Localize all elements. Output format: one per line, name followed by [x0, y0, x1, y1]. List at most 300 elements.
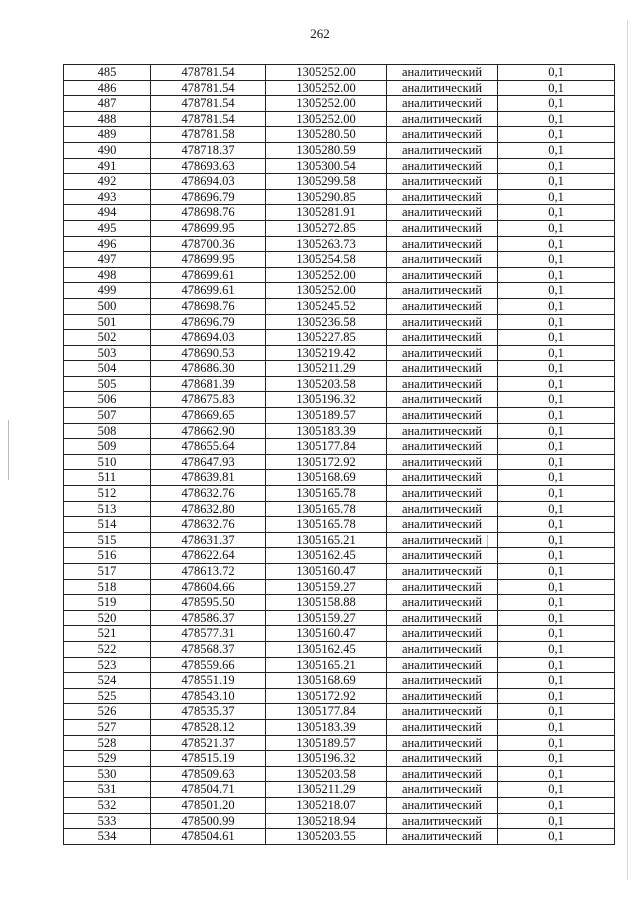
y-coordinate-cell: 1305280.59: [266, 142, 387, 158]
x-coordinate-cell: 478543.10: [151, 688, 266, 704]
y-coordinate-cell: 1305159.27: [266, 579, 387, 595]
method-cell: аналитический: [387, 486, 498, 502]
y-coordinate-cell: 1305162.45: [266, 548, 387, 564]
point-number-cell: 514: [64, 517, 151, 533]
y-coordinate-cell: 1305300.54: [266, 158, 387, 174]
y-coordinate-cell: 1305165.78: [266, 517, 387, 533]
method-cell: аналитический: [387, 392, 498, 408]
point-number-cell: 509: [64, 439, 151, 455]
accuracy-cell: 0,1: [498, 423, 615, 439]
method-cell: аналитический: [387, 641, 498, 657]
method-cell: аналитический: [387, 236, 498, 252]
method-cell: аналитический: [387, 673, 498, 689]
table-row: [64, 298, 615, 314]
method-cell: аналитический: [387, 517, 498, 533]
y-coordinate-cell: 1305165.78: [266, 501, 387, 517]
accuracy-cell: 0,1: [498, 579, 615, 595]
method-cell: аналитический: [387, 688, 498, 704]
point-number-cell: 498: [64, 267, 151, 283]
method-cell: аналитический: [387, 408, 498, 424]
method-cell: аналитический: [387, 189, 498, 205]
point-number-cell: 530: [64, 766, 151, 782]
method-cell: аналитический: [387, 797, 498, 813]
point-number-cell: 488: [64, 111, 151, 127]
accuracy-cell: 0,1: [498, 564, 615, 580]
point-number-cell: 491: [64, 158, 151, 174]
accuracy-cell: 0,1: [498, 345, 615, 361]
method-cell: аналитический: [387, 298, 498, 314]
accuracy-cell: 0,1: [498, 548, 615, 564]
x-coordinate-cell: 478694.03: [151, 174, 266, 190]
accuracy-cell: 0,1: [498, 813, 615, 829]
y-coordinate-cell: 1305196.32: [266, 751, 387, 767]
page-number: 262: [310, 26, 330, 41]
x-coordinate-cell: 478504.71: [151, 782, 266, 798]
accuracy-cell: 0,1: [498, 314, 615, 330]
point-number-cell: 495: [64, 220, 151, 236]
table-row: [64, 330, 615, 346]
accuracy-cell: 0,1: [498, 267, 615, 283]
point-number-cell: 506: [64, 392, 151, 408]
table-row: [64, 423, 615, 439]
accuracy-cell: 0,1: [498, 797, 615, 813]
table-row: [64, 486, 615, 502]
method-cell: аналитический: [387, 829, 498, 845]
method-cell: аналитический: [387, 782, 498, 798]
x-coordinate-cell: 478632.76: [151, 517, 266, 533]
scan-artifact-line: [8, 420, 9, 480]
point-number-cell: 532: [64, 797, 151, 813]
method-cell: аналитический: [387, 127, 498, 143]
method-cell: аналитический: [387, 610, 498, 626]
x-coordinate-cell: 478699.95: [151, 252, 266, 268]
method-cell: аналитический: [387, 220, 498, 236]
point-number-cell: 504: [64, 361, 151, 377]
accuracy-cell: 0,1: [498, 610, 615, 626]
point-number-cell: 521: [64, 626, 151, 642]
y-coordinate-cell: 1305160.47: [266, 626, 387, 642]
y-coordinate-cell: 1305245.52: [266, 298, 387, 314]
x-coordinate-cell: 478509.63: [151, 766, 266, 782]
x-coordinate-cell: 478501.20: [151, 797, 266, 813]
x-coordinate-cell: 478675.83: [151, 392, 266, 408]
point-number-cell: 496: [64, 236, 151, 252]
accuracy-cell: 0,1: [498, 111, 615, 127]
x-coordinate-cell: 478504.61: [151, 829, 266, 845]
method-cell: аналитический: [387, 158, 498, 174]
method-cell: аналитический: [387, 80, 498, 96]
y-coordinate-cell: 1305165.21: [266, 657, 387, 673]
y-coordinate-cell: 1305168.69: [266, 673, 387, 689]
x-coordinate-cell: 478577.31: [151, 626, 266, 642]
point-number-cell: 533: [64, 813, 151, 829]
method-cell: аналитический: [387, 579, 498, 595]
point-number-cell: 522: [64, 641, 151, 657]
method-cell: аналитический: [387, 719, 498, 735]
accuracy-cell: 0,1: [498, 517, 615, 533]
accuracy-cell: 0,1: [498, 641, 615, 657]
table-row: [64, 392, 615, 408]
x-coordinate-cell: 478699.95: [151, 220, 266, 236]
accuracy-cell: 0,1: [498, 80, 615, 96]
point-number-cell: 489: [64, 127, 151, 143]
accuracy-cell: 0,1: [498, 142, 615, 158]
accuracy-cell: 0,1: [498, 782, 615, 798]
point-number-cell: 518: [64, 579, 151, 595]
table-row: [64, 252, 615, 268]
y-coordinate-cell: 1305158.88: [266, 595, 387, 611]
y-coordinate-cell: 1305211.29: [266, 782, 387, 798]
table-row: [64, 704, 615, 720]
x-coordinate-cell: 478595.50: [151, 595, 266, 611]
point-number-cell: 523: [64, 657, 151, 673]
table-row: [64, 127, 615, 143]
point-number-cell: 515: [64, 532, 151, 548]
table-row: [64, 470, 615, 486]
point-number-cell: 486: [64, 80, 151, 96]
x-coordinate-cell: 478622.64: [151, 548, 266, 564]
accuracy-cell: 0,1: [498, 486, 615, 502]
method-cell: аналитический: [387, 111, 498, 127]
y-coordinate-cell: 1305290.85: [266, 189, 387, 205]
point-number-cell: 505: [64, 376, 151, 392]
point-number-cell: 487: [64, 96, 151, 112]
table-row: [64, 361, 615, 377]
method-cell: аналитический: [387, 361, 498, 377]
x-coordinate-cell: 478604.66: [151, 579, 266, 595]
method-cell: аналитический: [387, 564, 498, 580]
accuracy-cell: 0,1: [498, 361, 615, 377]
x-coordinate-cell: 478632.76: [151, 486, 266, 502]
table-row: [64, 595, 615, 611]
scan-artifact-line: [627, 20, 628, 880]
accuracy-cell: 0,1: [498, 392, 615, 408]
y-coordinate-cell: 1305252.00: [266, 80, 387, 96]
accuracy-cell: 0,1: [498, 96, 615, 112]
accuracy-cell: 0,1: [498, 127, 615, 143]
point-number-cell: 519: [64, 595, 151, 611]
accuracy-cell: 0,1: [498, 688, 615, 704]
method-cell: аналитический: [387, 532, 498, 548]
method-cell: аналитический: [387, 423, 498, 439]
accuracy-cell: 0,1: [498, 735, 615, 751]
x-coordinate-cell: 478500.99: [151, 813, 266, 829]
table-row: [64, 408, 615, 424]
table-row: [64, 283, 615, 299]
method-cell: аналитический: [387, 376, 498, 392]
method-cell: аналитический: [387, 766, 498, 782]
table-row: [64, 766, 615, 782]
table-row: [64, 376, 615, 392]
point-number-cell: 502: [64, 330, 151, 346]
table-row: [64, 236, 615, 252]
table-row: [64, 829, 615, 845]
y-coordinate-cell: 1305177.84: [266, 704, 387, 720]
method-cell: аналитический: [387, 751, 498, 767]
point-number-cell: 494: [64, 205, 151, 221]
x-coordinate-cell: 478781.58: [151, 127, 266, 143]
point-number-cell: 500: [64, 298, 151, 314]
y-coordinate-cell: 1305263.73: [266, 236, 387, 252]
y-coordinate-cell: 1305280.50: [266, 127, 387, 143]
point-number-cell: 525: [64, 688, 151, 704]
table-row: [64, 626, 615, 642]
method-cell: аналитический: [387, 735, 498, 751]
table-row: [64, 142, 615, 158]
accuracy-cell: 0,1: [498, 65, 615, 81]
y-coordinate-cell: 1305165.78: [266, 486, 387, 502]
method-cell: аналитический: [387, 626, 498, 642]
accuracy-cell: 0,1: [498, 719, 615, 735]
accuracy-cell: 0,1: [498, 501, 615, 517]
y-coordinate-cell: 1305299.58: [266, 174, 387, 190]
method-cell: аналитический: [387, 595, 498, 611]
x-coordinate-cell: 478781.54: [151, 96, 266, 112]
y-coordinate-cell: 1305252.00: [266, 267, 387, 283]
x-coordinate-cell: 478662.90: [151, 423, 266, 439]
method-cell: аналитический: [387, 548, 498, 564]
coordinates-table: [63, 64, 615, 845]
accuracy-cell: 0,1: [498, 657, 615, 673]
accuracy-cell: 0,1: [498, 626, 615, 642]
point-number-cell: 493: [64, 189, 151, 205]
x-coordinate-cell: 478515.19: [151, 751, 266, 767]
table-row: [64, 673, 615, 689]
y-coordinate-cell: 1305172.92: [266, 454, 387, 470]
point-number-cell: 485: [64, 65, 151, 81]
x-coordinate-cell: 478781.54: [151, 111, 266, 127]
x-coordinate-cell: 478693.63: [151, 158, 266, 174]
x-coordinate-cell: 478631.37: [151, 532, 266, 548]
table-row: [64, 174, 615, 190]
point-number-cell: 507: [64, 408, 151, 424]
x-coordinate-cell: 478698.76: [151, 298, 266, 314]
method-cell: аналитический: [387, 65, 498, 81]
point-number-cell: 516: [64, 548, 151, 564]
x-coordinate-cell: 478639.81: [151, 470, 266, 486]
method-cell: аналитический: [387, 252, 498, 268]
x-coordinate-cell: 478694.03: [151, 330, 266, 346]
y-coordinate-cell: 1305165.21: [266, 532, 387, 548]
scan-artifact-line: [487, 535, 488, 547]
x-coordinate-cell: 478632.80: [151, 501, 266, 517]
method-cell: аналитический: [387, 142, 498, 158]
table-row: [64, 267, 615, 283]
y-coordinate-cell: 1305183.39: [266, 719, 387, 735]
y-coordinate-cell: 1305203.58: [266, 766, 387, 782]
point-number-cell: 497: [64, 252, 151, 268]
table-row: [64, 564, 615, 580]
x-coordinate-cell: 478647.93: [151, 454, 266, 470]
accuracy-cell: 0,1: [498, 205, 615, 221]
table-row: [64, 111, 615, 127]
accuracy-cell: 0,1: [498, 189, 615, 205]
table-row: [64, 797, 615, 813]
y-coordinate-cell: 1305159.27: [266, 610, 387, 626]
point-number-cell: 520: [64, 610, 151, 626]
y-coordinate-cell: 1305252.00: [266, 96, 387, 112]
table-row: [64, 96, 615, 112]
y-coordinate-cell: 1305252.00: [266, 283, 387, 299]
accuracy-cell: 0,1: [498, 408, 615, 424]
method-cell: аналитический: [387, 205, 498, 221]
method-cell: аналитический: [387, 96, 498, 112]
x-coordinate-cell: 478613.72: [151, 564, 266, 580]
table-row: [64, 751, 615, 767]
y-coordinate-cell: 1305218.07: [266, 797, 387, 813]
table-row: [64, 454, 615, 470]
table-row: [64, 517, 615, 533]
point-number-cell: 510: [64, 454, 151, 470]
table-row: [64, 65, 615, 81]
accuracy-cell: 0,1: [498, 532, 615, 548]
y-coordinate-cell: 1305168.69: [266, 470, 387, 486]
accuracy-cell: 0,1: [498, 330, 615, 346]
y-coordinate-cell: 1305252.00: [266, 65, 387, 81]
method-cell: аналитический: [387, 174, 498, 190]
accuracy-cell: 0,1: [498, 236, 615, 252]
x-coordinate-cell: 478655.64: [151, 439, 266, 455]
method-cell: аналитический: [387, 345, 498, 361]
method-cell: аналитический: [387, 454, 498, 470]
method-cell: аналитический: [387, 657, 498, 673]
point-number-cell: 526: [64, 704, 151, 720]
table-row: [64, 501, 615, 517]
method-cell: аналитический: [387, 501, 498, 517]
point-number-cell: 524: [64, 673, 151, 689]
accuracy-cell: 0,1: [498, 439, 615, 455]
x-coordinate-cell: 478681.39: [151, 376, 266, 392]
point-number-cell: 490: [64, 142, 151, 158]
accuracy-cell: 0,1: [498, 470, 615, 486]
point-number-cell: 503: [64, 345, 151, 361]
x-coordinate-cell: 478686.30: [151, 361, 266, 377]
y-coordinate-cell: 1305281.91: [266, 205, 387, 221]
table-row: [64, 579, 615, 595]
method-cell: аналитический: [387, 330, 498, 346]
point-number-cell: 517: [64, 564, 151, 580]
y-coordinate-cell: 1305177.84: [266, 439, 387, 455]
y-coordinate-cell: 1305162.45: [266, 641, 387, 657]
accuracy-cell: 0,1: [498, 376, 615, 392]
point-number-cell: 528: [64, 735, 151, 751]
table-row: [64, 688, 615, 704]
table-row: [64, 641, 615, 657]
accuracy-cell: 0,1: [498, 766, 615, 782]
table-row: [64, 657, 615, 673]
y-coordinate-cell: 1305183.39: [266, 423, 387, 439]
y-coordinate-cell: 1305219.42: [266, 345, 387, 361]
point-number-cell: 531: [64, 782, 151, 798]
accuracy-cell: 0,1: [498, 252, 615, 268]
table-row: [64, 158, 615, 174]
accuracy-cell: 0,1: [498, 704, 615, 720]
point-number-cell: 511: [64, 470, 151, 486]
point-number-cell: 534: [64, 829, 151, 845]
y-coordinate-cell: 1305254.58: [266, 252, 387, 268]
x-coordinate-cell: 478699.61: [151, 267, 266, 283]
x-coordinate-cell: 478781.54: [151, 65, 266, 81]
method-cell: аналитический: [387, 704, 498, 720]
table-row: [64, 813, 615, 829]
x-coordinate-cell: 478696.79: [151, 314, 266, 330]
y-coordinate-cell: 1305218.94: [266, 813, 387, 829]
accuracy-cell: 0,1: [498, 298, 615, 314]
point-number-cell: 512: [64, 486, 151, 502]
table-row: [64, 532, 615, 548]
accuracy-cell: 0,1: [498, 595, 615, 611]
accuracy-cell: 0,1: [498, 283, 615, 299]
point-number-cell: 527: [64, 719, 151, 735]
table-row: [64, 439, 615, 455]
table-row: [64, 345, 615, 361]
x-coordinate-cell: 478521.37: [151, 735, 266, 751]
y-coordinate-cell: 1305272.85: [266, 220, 387, 236]
table-row: [64, 220, 615, 236]
accuracy-cell: 0,1: [498, 751, 615, 767]
table-row: [64, 610, 615, 626]
table-row: [64, 314, 615, 330]
y-coordinate-cell: 1305196.32: [266, 392, 387, 408]
x-coordinate-cell: 478690.53: [151, 345, 266, 361]
accuracy-cell: 0,1: [498, 673, 615, 689]
point-number-cell: 529: [64, 751, 151, 767]
table-row: [64, 80, 615, 96]
x-coordinate-cell: 478586.37: [151, 610, 266, 626]
table-row: [64, 548, 615, 564]
point-number-cell: 513: [64, 501, 151, 517]
accuracy-cell: 0,1: [498, 454, 615, 470]
y-coordinate-cell: 1305189.57: [266, 735, 387, 751]
table-row: [64, 719, 615, 735]
y-coordinate-cell: 1305203.55: [266, 829, 387, 845]
x-coordinate-cell: 478669.65: [151, 408, 266, 424]
method-cell: аналитический: [387, 813, 498, 829]
point-number-cell: 508: [64, 423, 151, 439]
x-coordinate-cell: 478699.61: [151, 283, 266, 299]
accuracy-cell: 0,1: [498, 220, 615, 236]
point-number-cell: 499: [64, 283, 151, 299]
table-row: [64, 735, 615, 751]
y-coordinate-cell: 1305189.57: [266, 408, 387, 424]
y-coordinate-cell: 1305252.00: [266, 111, 387, 127]
method-cell: аналитический: [387, 439, 498, 455]
x-coordinate-cell: 478781.54: [151, 80, 266, 96]
method-cell: аналитический: [387, 470, 498, 486]
x-coordinate-cell: 478551.19: [151, 673, 266, 689]
method-cell: аналитический: [387, 267, 498, 283]
x-coordinate-cell: 478718.37: [151, 142, 266, 158]
x-coordinate-cell: 478700.36: [151, 236, 266, 252]
accuracy-cell: 0,1: [498, 174, 615, 190]
y-coordinate-cell: 1305160.47: [266, 564, 387, 580]
point-number-cell: 492: [64, 174, 151, 190]
accuracy-cell: 0,1: [498, 158, 615, 174]
method-cell: аналитический: [387, 283, 498, 299]
accuracy-cell: 0,1: [498, 829, 615, 845]
x-coordinate-cell: 478698.76: [151, 205, 266, 221]
table-row: [64, 782, 615, 798]
x-coordinate-cell: 478528.12: [151, 719, 266, 735]
y-coordinate-cell: 1305211.29: [266, 361, 387, 377]
y-coordinate-cell: 1305227.85: [266, 330, 387, 346]
x-coordinate-cell: 478535.37: [151, 704, 266, 720]
y-coordinate-cell: 1305203.58: [266, 376, 387, 392]
x-coordinate-cell: 478696.79: [151, 189, 266, 205]
table-row: [64, 205, 615, 221]
x-coordinate-cell: 478568.37: [151, 641, 266, 657]
y-coordinate-cell: 1305172.92: [266, 688, 387, 704]
